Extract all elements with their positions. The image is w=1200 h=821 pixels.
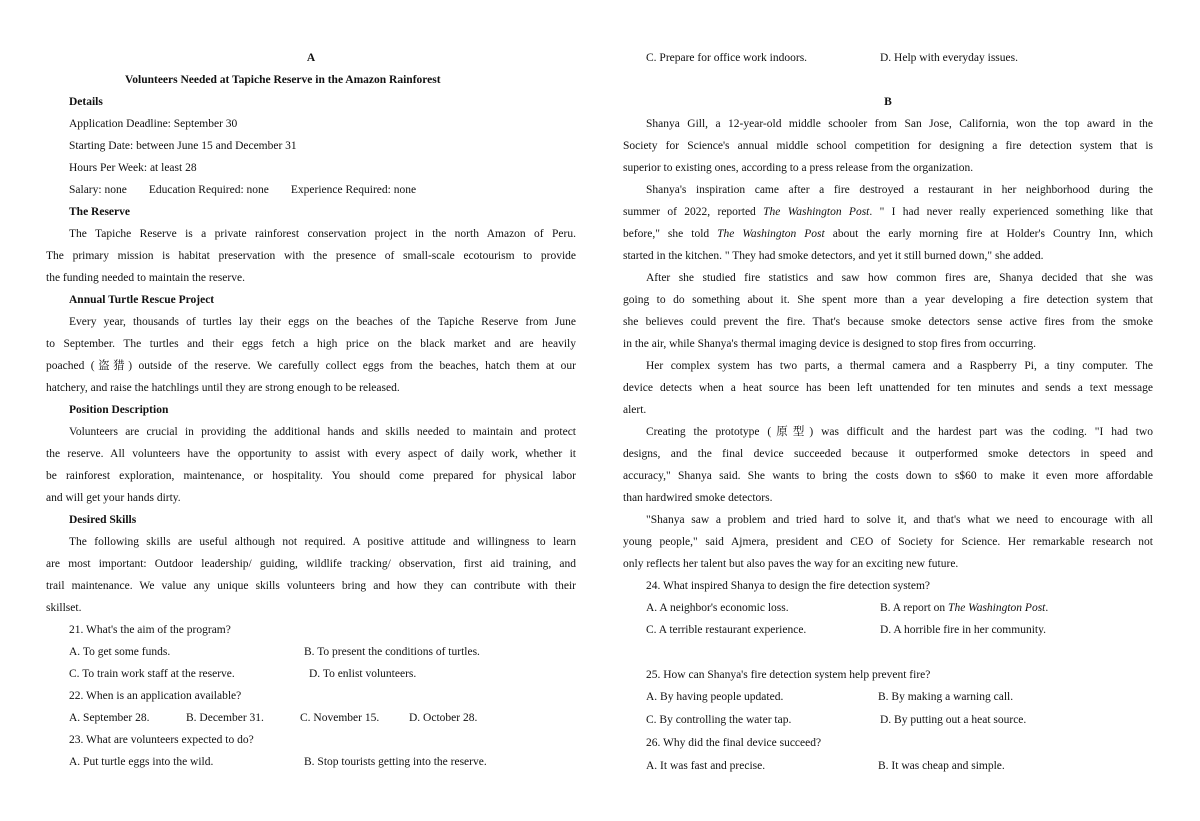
position-line: Volunteers are crucial in providing the additional hands and skills needed to maintain and protect — [69, 426, 576, 438]
option-21-d: D. To enlist volunteers. — [309, 668, 417, 680]
option-21-c: C. To train work staff at the reserve. — [69, 668, 235, 680]
newspaper-name: The Washington Post — [763, 206, 870, 218]
option-25-d: D. By putting out a heat source. — [880, 714, 1027, 726]
question-25-options — [623, 686, 1153, 708]
option-22-c: C. November 15. — [300, 712, 380, 724]
option-22-a: A. September 28. — [69, 712, 150, 724]
paragraph-line: going to do something about it. She spent more than a year developing a fire detection system that — [623, 294, 1153, 306]
hours-per-week: Hours Per Week: at least 28 — [69, 162, 197, 174]
turtle-line: Every year, thousands of turtles lay their eggs on the beaches of the Tapiche Reserve from June — [69, 316, 576, 328]
position-line: be rainforest exploration, maintenance, or hospitality. You should come prepared for physical labor — [46, 470, 576, 482]
paragraph-line: superior to existing ones, according to a press release from the organization. — [623, 162, 974, 174]
paragraph-line: device detects when a heat source has been left unattended for ten minutes and sends a text message — [623, 382, 1153, 394]
paragraph-line: designs, and the final device succeeded because it outperformed smoke detectors in speed and — [623, 448, 1153, 460]
option-24-a: A. A neighbor's economic loss. — [646, 602, 789, 614]
question-23-options-cont — [623, 47, 1153, 69]
question-24-options — [623, 597, 1153, 619]
question-21: 21. What's the aim of the program? — [69, 624, 231, 636]
paragraph-line: only reflects her talent but also paves the way for an exciting new future. — [623, 558, 959, 570]
paragraph-line: accuracy," Shanya said. She wants to bring the costs down to s$60 to make it even more affordable — [623, 470, 1153, 482]
section-letter-b: B — [884, 96, 892, 108]
paragraph-line: she believes could prevent the fire. That's because smoke detectors sense active fires from the smoke — [623, 316, 1153, 328]
education-required: Education Required: none — [148, 184, 269, 196]
paragraph-line — [623, 223, 1153, 245]
section-letter-a: A — [306, 52, 316, 64]
option-22-b: B. December 31. — [186, 712, 264, 724]
newspaper-name: The Washington Post — [717, 228, 825, 240]
paragraph-line: young people," said Ajmera, president and CEO of Society for Science. Her remarkable research not — [623, 536, 1153, 548]
question-21-options — [46, 663, 576, 685]
paragraph-line: Shanya's inspiration came after a fire destroyed a restaurant in her neighborhood during the — [646, 184, 1153, 196]
question-22-options — [46, 707, 576, 729]
position-line: and will get your hands dirty. — [46, 492, 181, 504]
option-23-b: B. Stop tourists getting into the reserve. — [304, 756, 487, 768]
option-24-b — [880, 602, 1048, 614]
paragraph-line: alert. — [623, 404, 647, 416]
question-22: 22. When is an application available? — [69, 690, 242, 702]
reserve-line: The primary mission is habitat preservation with the presence of small-scale ecotourism to provide — [46, 250, 576, 262]
position-heading: Position Description — [69, 404, 169, 416]
question-21-options — [46, 641, 576, 663]
option-21-a: A. To get some funds. — [69, 646, 171, 658]
option-24-c: C. A terrible restaurant experience. — [646, 624, 807, 636]
question-25: 25. How can Shanya's fire detection system help prevent fire? — [646, 669, 931, 681]
paragraph-line: than hardwired smoke detectors. — [623, 492, 773, 504]
option-23-c: C. Prepare for office work indoors. — [646, 52, 808, 64]
reserve-line: The Tapiche Reserve is a private rainforest conservation project in the north Amazon of Peru. — [69, 228, 576, 240]
option-25-c: C. By controlling the water tap. — [646, 714, 792, 726]
reserve-line: the funding needed to maintain the reserve. — [46, 272, 245, 284]
question-24: 24. What inspired Shanya to design the fire detection system? — [646, 580, 931, 592]
option-26-b: B. It was cheap and simple. — [878, 760, 1005, 772]
passage-a-title: Volunteers Needed at Tapiche Reserve in the Amazon Rainforest — [125, 74, 441, 86]
reserve-heading: The Reserve — [69, 206, 130, 218]
text-run: before," she told — [623, 228, 718, 240]
question-26: 26. Why did the final device succeed? — [646, 737, 822, 749]
starting-date: Starting Date: between June 15 and December 31 — [69, 140, 297, 152]
paragraph-line — [623, 201, 1153, 223]
turtle-line: hatchery, and raise the hatchlings until they are strong enough to be released. — [46, 382, 400, 394]
position-line: the reserve. All volunteers have the opportunity to assist with every aspect of daily work, whether it — [46, 448, 576, 460]
option-22-d: D. October 28. — [409, 712, 478, 724]
option-23-d: D. Help with everyday issues. — [880, 52, 1018, 64]
paragraph-line: "Shanya saw a problem and tried hard to solve it, and that's what we need to encourage with all — [646, 514, 1153, 526]
paragraph-line: After she studied fire statistics and saw how common fires are, Shanya decided that she was — [646, 272, 1153, 284]
details-heading: Details — [69, 96, 103, 108]
text-run: about the early morning fire at Holder's Country Inn, which — [824, 228, 1153, 240]
paragraph-line: Shanya Gill, a 12-year-old middle schooler from San Jose, California, won the top award in the — [646, 118, 1153, 130]
option-26-a: A. It was fast and precise. — [646, 760, 766, 772]
turtle-heading: Annual Turtle Rescue Project — [69, 294, 215, 306]
text-run: . " I had never really experienced something like that — [869, 206, 1153, 218]
paragraph-line: Creating the prototype (原型) was difficult and the hardest part was the coding. "I had two — [646, 426, 1153, 438]
question-23: 23. What are volunteers expected to do? — [69, 734, 254, 746]
experience-required: Experience Required: none — [290, 184, 417, 196]
paragraph-line: in the air, while Shanya's thermal imaging device is designed to stop fires from occurring. — [623, 338, 1036, 350]
paragraph-line: Her complex system has two parts, a thermal camera and a Raspberry Pi, a tiny computer. The — [646, 360, 1153, 372]
turtle-line: to September. The turtles and their eggs fetch a high price on the black market and are heavily — [46, 338, 576, 350]
option-23-a: A. Put turtle eggs into the wild. — [69, 756, 214, 768]
option-24-d: D. A horrible fire in her community. — [880, 624, 1046, 636]
question-25-options — [623, 709, 1153, 731]
question-23-options — [46, 751, 576, 773]
skills-line: skillset. — [46, 602, 82, 614]
option-25-a: A. By having people updated. — [646, 691, 784, 703]
option-25-b: B. By making a warning call. — [878, 691, 1014, 703]
paragraph-line: Society for Science's annual middle school competition for designing a fire detection system that is — [623, 140, 1153, 152]
skills-line: are most important: Outdoor leadership/ guiding, wildlife tracking/ observation, first aid training, and — [46, 558, 576, 570]
skills-line: trail maintenance. We value any unique skills volunteers bring and how they can contribute with their — [46, 580, 576, 592]
text-run: B. A report on — [880, 602, 949, 614]
requirements-line — [46, 179, 576, 201]
question-26-options — [623, 755, 1153, 777]
skills-line: The following skills are useful although not required. A positive attitude and willingness to learn — [69, 536, 576, 548]
text-run: summer of 2022, reported — [623, 206, 764, 218]
option-21-b: B. To present the conditions of turtles. — [304, 646, 480, 658]
question-24-options — [623, 619, 1153, 641]
newspaper-name: The Washington Post — [948, 602, 1046, 614]
text-run: . — [1045, 602, 1049, 614]
application-deadline: Application Deadline: September 30 — [69, 118, 238, 130]
skills-heading: Desired Skills — [69, 514, 137, 526]
paragraph-line: started in the kitchen. " They had smoke detectors, and yet it still burned down," she added. — [623, 250, 1044, 262]
turtle-line: poached (盗猎) outside of the reserve. We carefully collect eggs from the beaches, hatch them at our — [46, 360, 576, 372]
salary: Salary: none — [69, 184, 127, 196]
